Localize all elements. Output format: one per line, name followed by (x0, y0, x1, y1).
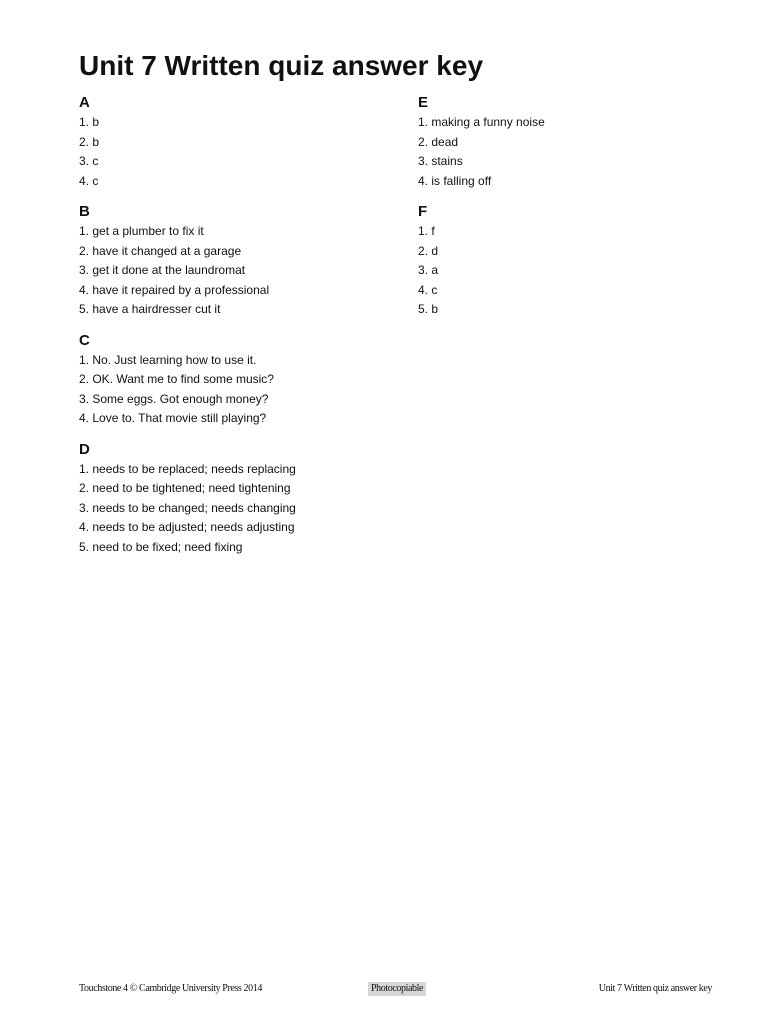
answer-item: 3. stains (418, 154, 463, 168)
answer-item: 3. a (418, 263, 439, 277)
footer-copyright: Touchstone 4 © Cambridge University Press 2014 (79, 983, 262, 994)
answer-item: 2. OK. Want me to find some music? (79, 372, 274, 386)
section-c (79, 330, 409, 429)
answer-item: 1. No. Just learning how to use it. (79, 352, 257, 367)
page-footer (0, 982, 768, 996)
answer-item: 4. c (418, 282, 438, 297)
section-b-heading: B (79, 203, 90, 220)
answer-item: 1. f (418, 224, 435, 238)
section-b-answers (79, 222, 409, 320)
answer-item: 2. d (418, 243, 439, 258)
answer-item: 1. get a plumber to fix it (79, 224, 204, 238)
answer-item: 3. get it done at the laundromat (79, 263, 246, 277)
section-f-answers (418, 222, 748, 320)
footer-document-title: Unit 7 Written quiz answer key (598, 983, 712, 994)
page-title: Unit 7 Written quiz answer key (79, 50, 484, 81)
section-e-answers (418, 113, 748, 191)
answer-item: 4. needs to be adjusted; needs adjusting (79, 520, 295, 534)
answer-item: 3. needs to be changed; needs changing (79, 500, 296, 515)
section-a (79, 92, 409, 191)
section-d (79, 439, 409, 558)
answer-item: 4. c (79, 173, 99, 188)
answer-item: 4. is falling off (418, 173, 492, 188)
section-e (418, 92, 748, 191)
answer-item: 4. Love to. That movie still playing? (79, 411, 267, 425)
section-f (418, 201, 748, 320)
section-d-heading: D (79, 440, 90, 458)
answer-item: 2. dead (418, 134, 459, 149)
right-column (418, 92, 748, 330)
answer-item: 1. b (79, 115, 100, 129)
answer-item: 2. b (79, 134, 100, 149)
answer-item: 2. have it changed at a garage (79, 243, 242, 258)
section-b (79, 201, 409, 320)
section-f-heading: F (418, 203, 428, 220)
section-a-answers (79, 113, 409, 191)
footer-photocopiable-badge: Photocopiable (368, 982, 426, 996)
answer-item: 5. need to be fixed; need fixing (79, 539, 243, 554)
answer-item: 1. needs to be replaced; needs replacing (79, 461, 296, 476)
answer-item: 4. have it repaired by a professional (79, 282, 270, 297)
answer-item: 2. need to be tightened; need tightening (79, 481, 291, 495)
answer-item: 3. c (79, 154, 99, 168)
answer-item: 5. b (418, 302, 439, 316)
left-column (79, 92, 409, 567)
section-d-answers (79, 460, 409, 558)
section-c-heading: C (79, 331, 90, 349)
answer-item: 1. making a funny noise (418, 115, 545, 129)
answer-item: 3. Some eggs. Got enough money? (79, 391, 269, 406)
answer-item: 5. have a hairdresser cut it (79, 302, 221, 316)
section-c-answers (79, 351, 409, 429)
section-e-heading: E (418, 94, 429, 111)
section-a-heading: A (79, 94, 90, 111)
